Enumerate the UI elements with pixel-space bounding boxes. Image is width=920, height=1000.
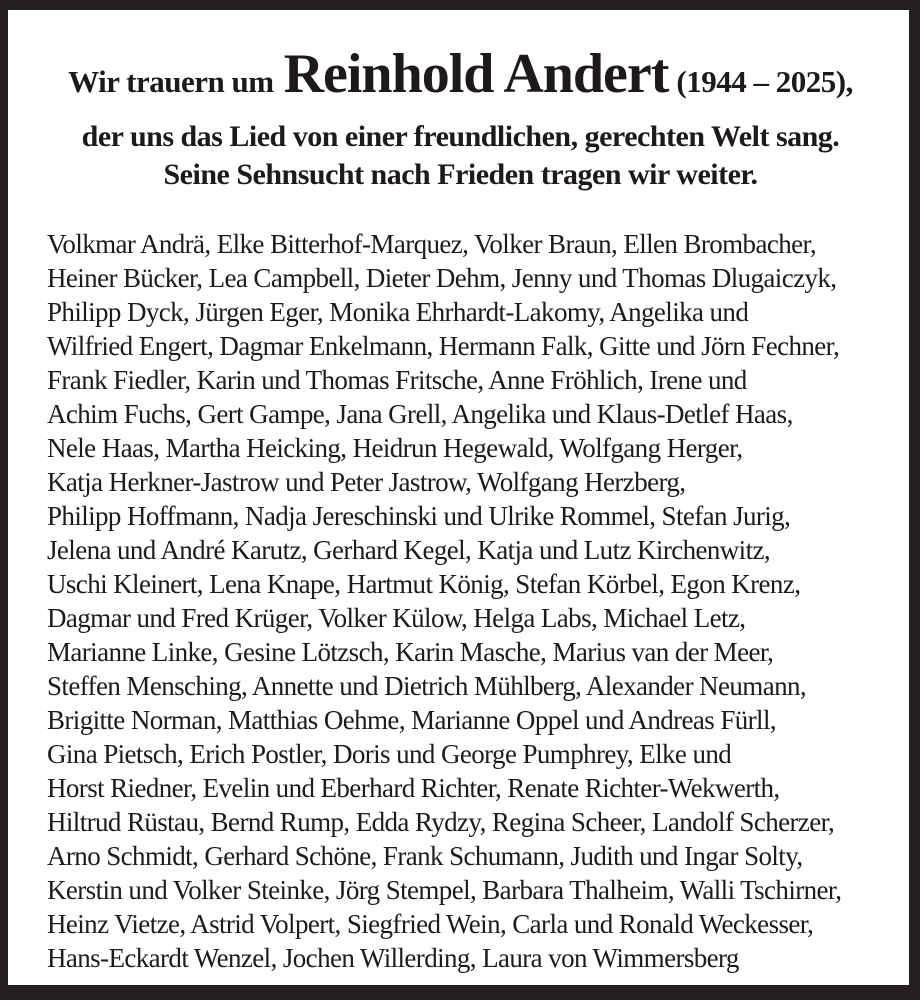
mourner-line: Frank Fiedler, Karin und Thomas Fritsche, Anne Fröhlich, Irene und bbox=[47, 365, 747, 395]
memorial-line-1: der uns das Lied von einer freundlichen, gerechten Welt sang. bbox=[81, 120, 840, 153]
mourner-line: Philipp Dyck, Jürgen Eger, Monika Ehrhardt-Lakomy, Angelika und bbox=[47, 297, 749, 327]
mourner-line: Kerstin und Volker Steinke, Jörg Stempel, Barbara Thalheim, Walli Tschirner, bbox=[47, 875, 842, 905]
title-intro-text: Wir trauern um bbox=[68, 64, 274, 99]
mourner-line: Steffen Mensching, Annette und Dietrich Mühlberg, Alexander Neumann, bbox=[47, 671, 807, 701]
memorial-line-2: Seine Sehnsucht nach Frieden tragen wir weiter. bbox=[163, 158, 758, 191]
mourner-line: Jelena und André Karutz, Gerhard Kegel, Katja und Lutz Kirchenwitz, bbox=[47, 535, 771, 565]
title-line bbox=[38, 44, 883, 118]
mourner-line: Heiner Bücker, Lea Campbell, Dieter Dehm, Jenny und Thomas Dlugaiczyk, bbox=[47, 263, 837, 293]
mourner-line: Marianne Linke, Gesine Lötzsch, Karin Masche, Marius van der Meer, bbox=[47, 637, 774, 667]
mourner-line: Philipp Hoffmann, Nadja Jereschinski und Ulrike Rommel, Stefan Jurig, bbox=[47, 501, 791, 531]
mourners-list bbox=[38, 227, 883, 975]
mourner-line: Wilfried Engert, Dagmar Enkelmann, Hermann Falk, Gitte und Jörn Fechner, bbox=[47, 331, 840, 361]
mourner-line: Uschi Kleinert, Lena Knape, Hartmut König, Stefan Körbel, Egon Krenz, bbox=[47, 569, 801, 599]
deceased-name: Reinhold Andert bbox=[283, 43, 669, 105]
mourner-line: Heinz Vietze, Astrid Volpert, Siegfried Wein, Carla und Ronald Weckesser, bbox=[47, 909, 814, 939]
mourner-line: Arno Schmidt, Gerhard Schöne, Frank Schumann, Judith und Ingar Solty, bbox=[47, 841, 803, 871]
mourner-line: Achim Fuchs, Gert Gampe, Jana Grell, Angelika und Klaus-Detlef Haas, bbox=[47, 399, 793, 429]
mourner-line: Horst Riedner, Evelin und Eberhard Richter, Renate Richter-Wekwerth, bbox=[47, 773, 780, 803]
mourner-line: Katja Herkner-Jastrow und Peter Jastrow, Wolfgang Herzberg, bbox=[47, 467, 686, 497]
mourner-line: Nele Haas, Martha Heicking, Heidrun Hegewald, Wolfgang Herger, bbox=[47, 433, 743, 463]
mourner-line: Volkmar Andrä, Elke Bitterhof-Marquez, Volker Braun, Ellen Brombacher, bbox=[47, 229, 816, 259]
life-years: (1944 – 2025), bbox=[676, 64, 853, 99]
mourner-line: Brigitte Norman, Matthias Oehme, Marianne Oppel und Andreas Fürll, bbox=[47, 705, 776, 735]
mourner-line: Gina Pietsch, Erich Postler, Doris und George Pumphrey, Elke und bbox=[47, 739, 732, 769]
mourner-line: Dagmar und Fred Krüger, Volker Külow, Helga Labs, Michael Letz, bbox=[47, 603, 746, 633]
notice-content bbox=[8, 10, 909, 985]
mourner-line: Hans-Eckardt Wenzel, Jochen Willerding, Laura von Wimmersberg bbox=[47, 943, 739, 973]
obituary-header bbox=[38, 44, 883, 194]
mourner-line: Hiltrud Rüstau, Bernd Rump, Edda Rydzy, Regina Scheer, Landolf Scherzer, bbox=[47, 807, 835, 837]
